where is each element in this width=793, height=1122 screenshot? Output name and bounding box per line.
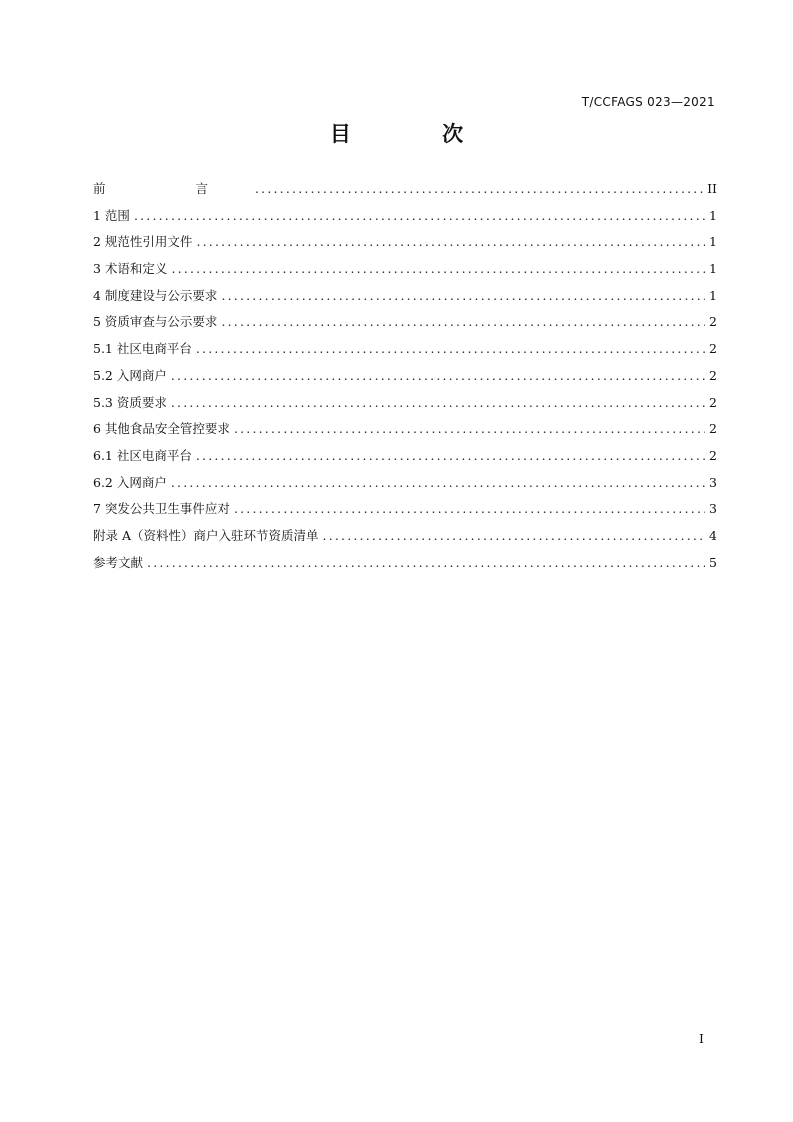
toc-entry-label: 3 术语和定义 — [93, 261, 168, 277]
toc-entry-label: 6 其他食品安全管控要求 — [93, 421, 230, 437]
toc-entry-page: 2 — [709, 367, 717, 383]
toc-entry-page: 4 — [709, 527, 717, 543]
toc-entry-5-3-qualification[interactable] — [93, 390, 717, 417]
toc-entry-label: 5 资质审查与公示要求 — [93, 314, 218, 330]
toc-entry-label: 6.2 入网商户 — [93, 474, 167, 490]
toc-entry-page: 3 — [709, 501, 717, 517]
toc-leader-dots — [196, 229, 705, 256]
toc-entry-5-1-platform[interactable] — [93, 336, 717, 363]
toc-entry-terms-definitions[interactable] — [93, 256, 717, 283]
toc-entry-label: 参考文献 — [93, 554, 144, 570]
toc-entry-label: 1 范围 — [93, 207, 130, 223]
toc-entry-6-2-merchants[interactable] — [93, 470, 717, 497]
toc-entry-page: 5 — [709, 554, 717, 570]
toc-leader-dots — [171, 470, 705, 497]
toc-entry-page: 3 — [709, 474, 717, 490]
toc-leader-dots — [196, 443, 705, 470]
toc-leader-dots — [323, 523, 706, 550]
toc-entry-scope[interactable] — [93, 203, 717, 230]
toc-entry-qualification-review[interactable] — [93, 309, 717, 336]
toc-entry-page: 1 — [709, 261, 717, 277]
toc-entry-bibliography[interactable] — [93, 550, 717, 577]
table-of-contents — [93, 176, 717, 576]
toc-entry-page: 2 — [709, 394, 717, 410]
toc-entry-label: 6.1 社区电商平台 — [93, 447, 192, 463]
toc-entry-page: 2 — [709, 341, 717, 357]
toc-entry-page: II — [707, 181, 717, 196]
toc-entry-label: 7 突发公共卫生事件应对 — [93, 501, 230, 517]
toc-entry-label: 附录 A（资料性）商户入驻环节资质清单 — [93, 527, 319, 543]
toc-entry-page: 2 — [709, 314, 717, 330]
toc-leader-dots — [171, 363, 705, 390]
toc-leader-dots — [234, 496, 705, 523]
toc-entry-page: 1 — [709, 234, 717, 250]
page-number: I — [699, 1031, 704, 1046]
toc-leader-dots — [221, 309, 705, 336]
toc-entry-page: 2 — [709, 421, 717, 437]
toc-leader-dots — [147, 550, 705, 577]
toc-entry-page: 1 — [709, 287, 717, 303]
toc-entry-label: 5.3 资质要求 — [93, 394, 167, 410]
toc-entry-foreword[interactable] — [93, 176, 717, 203]
toc-entry-public-health[interactable] — [93, 496, 717, 523]
toc-entry-label: 2 规范性引用文件 — [93, 234, 193, 250]
toc-entry-label: 5.1 社区电商平台 — [93, 341, 192, 357]
toc-leader-dots — [255, 176, 703, 203]
toc-entry-appendix-a[interactable] — [93, 523, 717, 550]
toc-entry-6-1-platform[interactable] — [93, 443, 717, 470]
toc-leader-dots — [171, 256, 705, 283]
document-code: T/CCFAGS 023—2021 — [581, 95, 715, 109]
toc-entry-system-publicity[interactable] — [93, 283, 717, 310]
toc-entry-label: 4 制度建设与公示要求 — [93, 287, 218, 303]
toc-leader-dots — [196, 336, 705, 363]
toc-entry-label: 前 言 — [93, 181, 251, 196]
toc-entry-label: 5.2 入网商户 — [93, 367, 167, 383]
toc-entry-normative-references[interactable] — [93, 229, 717, 256]
toc-entry-page: 1 — [709, 207, 717, 223]
toc-leader-dots — [134, 203, 705, 230]
toc-entry-5-2-merchants[interactable] — [93, 363, 717, 390]
toc-leader-dots — [234, 416, 705, 443]
toc-entry-page: 2 — [709, 447, 717, 463]
toc-title: 目 次 — [329, 122, 506, 146]
toc-leader-dots — [221, 283, 705, 310]
toc-leader-dots — [171, 390, 705, 417]
toc-entry-food-safety[interactable] — [93, 416, 717, 443]
